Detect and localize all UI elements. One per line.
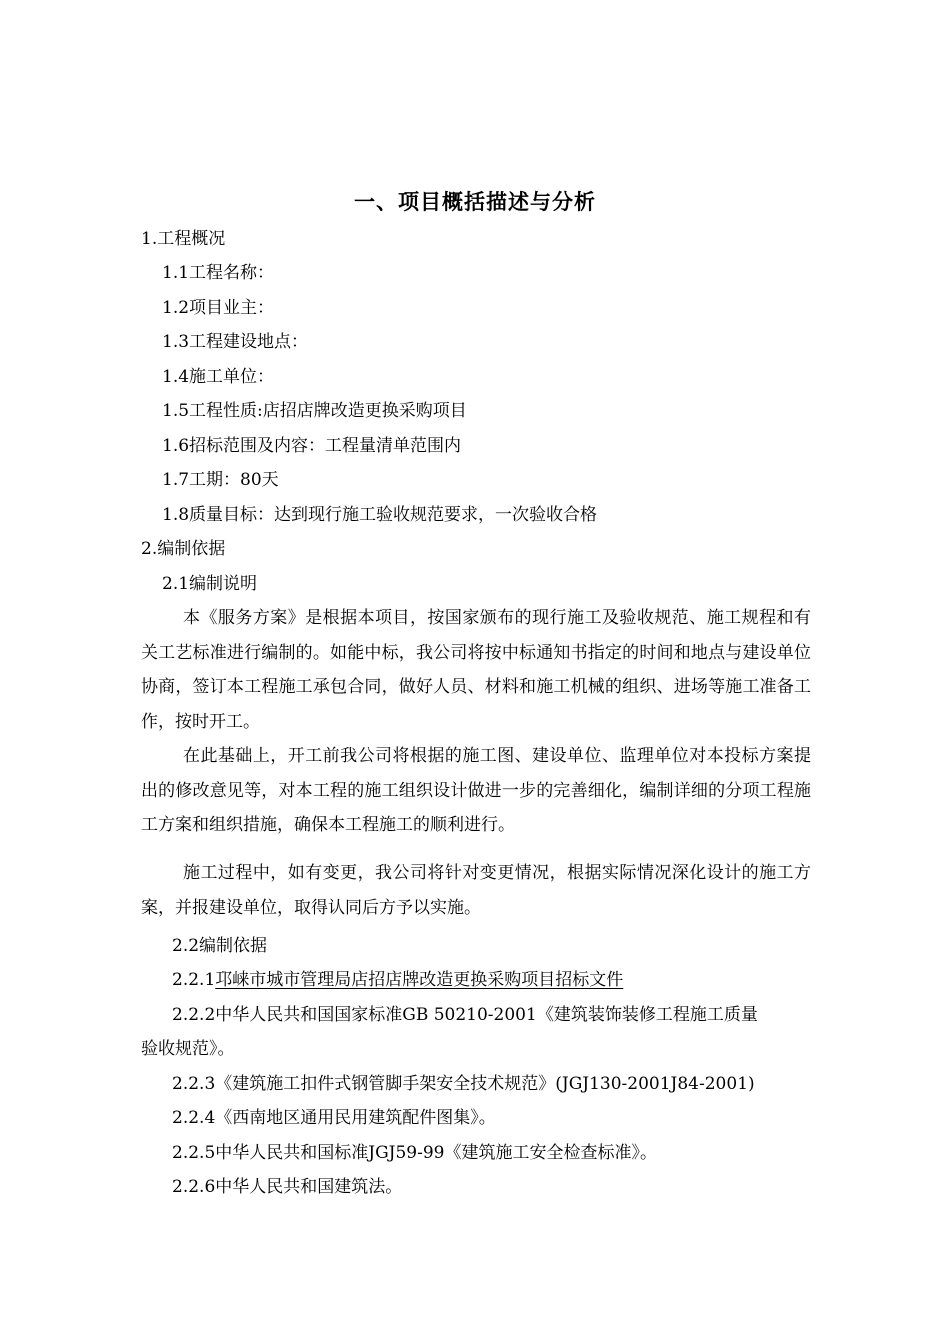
item-1-2: 1.2项目业主： [162,298,275,318]
item-1-8: 1.8质量目标：达到现行施工验收规范要求，一次验收合格 [162,505,598,525]
item-2-2-4: 2.2.4《西南地区通用民用建筑配件图集》。 [172,1108,496,1128]
item-2-2: 2.2编制依据 [172,936,268,956]
item-2-2-6: 2.2.6中华人民共和国建筑法。 [172,1177,403,1197]
section-heading-1: 1.工程概况 [141,229,226,249]
item-1-4: 1.4施工单位： [162,367,275,387]
item-2-2-3: 2.2.3《建筑施工扣件式钢管脚手架安全技术规范》(JGJ130-2001J84-2001) [172,1074,755,1094]
item-2-2-1 [172,970,623,990]
item-2-2-2: 2.2.2中华人民共和国国家标准GB 50210-2001《建筑装饰装修工程施工质量 [172,1005,758,1025]
item-1-7: 1.7工期：80天 [162,470,279,490]
paragraph-1: 本《服务方案》是根据本项目，按国家颁布的现行施工及验收规范、施工规程和有关工艺标准进行编制的。如能中标，我公司将按中标通知书指定的时间和地点与建设单位协商，签订本工程施工承包合同，做好人员、材料和施工机械的组织、进场等施工准备工作，按时开工。 [141,608,811,732]
item-2-1: 2.1编制说明 [162,574,258,594]
section-heading-2: 2.编制依据 [141,539,226,559]
page-title: 一、项目概括描述与分析 [354,190,596,214]
item-2-2-5: 2.2.5中华人民共和国标准JGJ59-99《建筑施工安全检查标准》。 [172,1143,657,1163]
item-1-6: 1.6招标范围及内容：工程量清单范围内 [162,436,462,456]
item-2-2-1-number: 2.2.1 [172,970,216,990]
item-1-1: 1.1工程名称： [162,263,275,283]
item-2-2-2-cont: 验收规范》。 [141,1039,235,1059]
paragraph-3: 施工过程中，如有变更，我公司将针对变更情况，根据实际情况深化设计的施工方案，并报建设单位，取得认同后方予以实施。 [141,863,811,918]
item-2-2-1-link-text: 邛崃市城市管理局店招店牌改造更换采购项目招标文件 [215,970,624,990]
item-1-3: 1.3工程建设地点： [162,332,309,352]
item-1-5: 1.5工程性质:店招店牌改造更换采购项目 [162,401,467,421]
paragraph-2: 在此基础上，开工前我公司将根据的施工图、建设单位、监理单位对本投标方案提出的修改意见等，对本工程的施工组织设计做进一步的完善细化，编制详细的分项工程施工方案和组织措施，确保本工程施工的顺利进行。 [141,746,811,835]
